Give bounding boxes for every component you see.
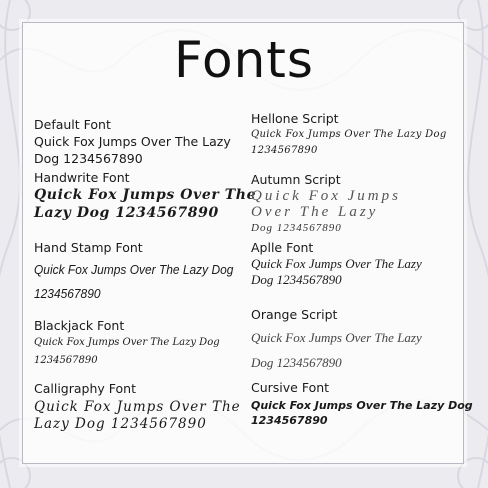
font-entry-handwrite (34, 170, 256, 222)
sample-line: Quick Fox Jumps Over The Lazy (251, 330, 422, 345)
sample-line: Dog 1234567890 (251, 355, 342, 370)
sample-line: Quick Fox Jumps (251, 188, 401, 204)
sample-line: Quick Fox Jumps Over The Lazy Dog (34, 337, 220, 348)
font-name: Calligraphy Font (34, 381, 136, 396)
font-entry-autumn (251, 172, 401, 236)
sample-line: Quick Fox Jumps Over The Lazy (251, 256, 422, 271)
font-entry-default (34, 117, 231, 167)
font-entry-hand-stamp (34, 240, 251, 306)
font-sample (34, 186, 256, 222)
font-entry-hellone (251, 111, 447, 159)
sample-line: Quick Fox Jumps Over The (34, 399, 241, 415)
font-sample (251, 325, 422, 375)
sample-line: Over The Lazy (251, 204, 379, 220)
sample-line: Dog 1234567890 (251, 222, 342, 234)
sample-line: Quick Fox Jumps Over The Lazy (34, 134, 231, 149)
font-entry-cursive (251, 380, 473, 428)
sample-line: Quick Fox Jumps Over The Lazy Dog (251, 129, 447, 140)
sample-line: 1234567890 (34, 355, 98, 366)
font-sample (251, 127, 447, 159)
sample-line: 1234567890 (251, 145, 318, 156)
font-name: Default Font (34, 117, 111, 132)
font-name: Autumn Script (251, 172, 341, 187)
font-name: Hand Stamp Font (34, 240, 143, 255)
font-entry-calligraphy (34, 381, 241, 433)
font-entry-orange (251, 307, 422, 375)
font-name: Handwrite Font (34, 170, 130, 185)
sample-line: 1234567890 (251, 414, 328, 427)
sample-line: Dog 1234567890 (34, 151, 143, 166)
font-sample (251, 188, 401, 236)
font-sample (34, 258, 233, 306)
page-title: Fonts (174, 31, 314, 89)
font-entry-aplle (251, 240, 422, 288)
sample-line: Quick Fox Jumps Over The Lazy Dog (251, 399, 473, 412)
font-name: Hellone Script (251, 111, 339, 126)
sample-line: Lazy Dog 1234567890 (34, 205, 219, 221)
sample-line: 1234567890 (34, 286, 101, 301)
font-name: Aplle Font (251, 240, 314, 255)
font-sample (251, 256, 422, 288)
sample-line: Quick Fox Jumps Over The Lazy Dog (34, 262, 234, 277)
font-sample (251, 398, 473, 428)
font-entry-blackjack (34, 318, 220, 370)
sample-line: Lazy Dog 1234567890 (34, 416, 207, 432)
font-sample (34, 399, 241, 433)
sample-line: Quick Fox Jumps Over The (34, 187, 257, 203)
sample-line: Dog 1234567890 (251, 272, 342, 287)
font-name: Blackjack Font (34, 318, 125, 333)
font-name: Orange Script (251, 307, 338, 322)
font-name: Cursive Font (251, 380, 330, 395)
font-sample (34, 334, 220, 370)
font-sample (34, 133, 231, 167)
